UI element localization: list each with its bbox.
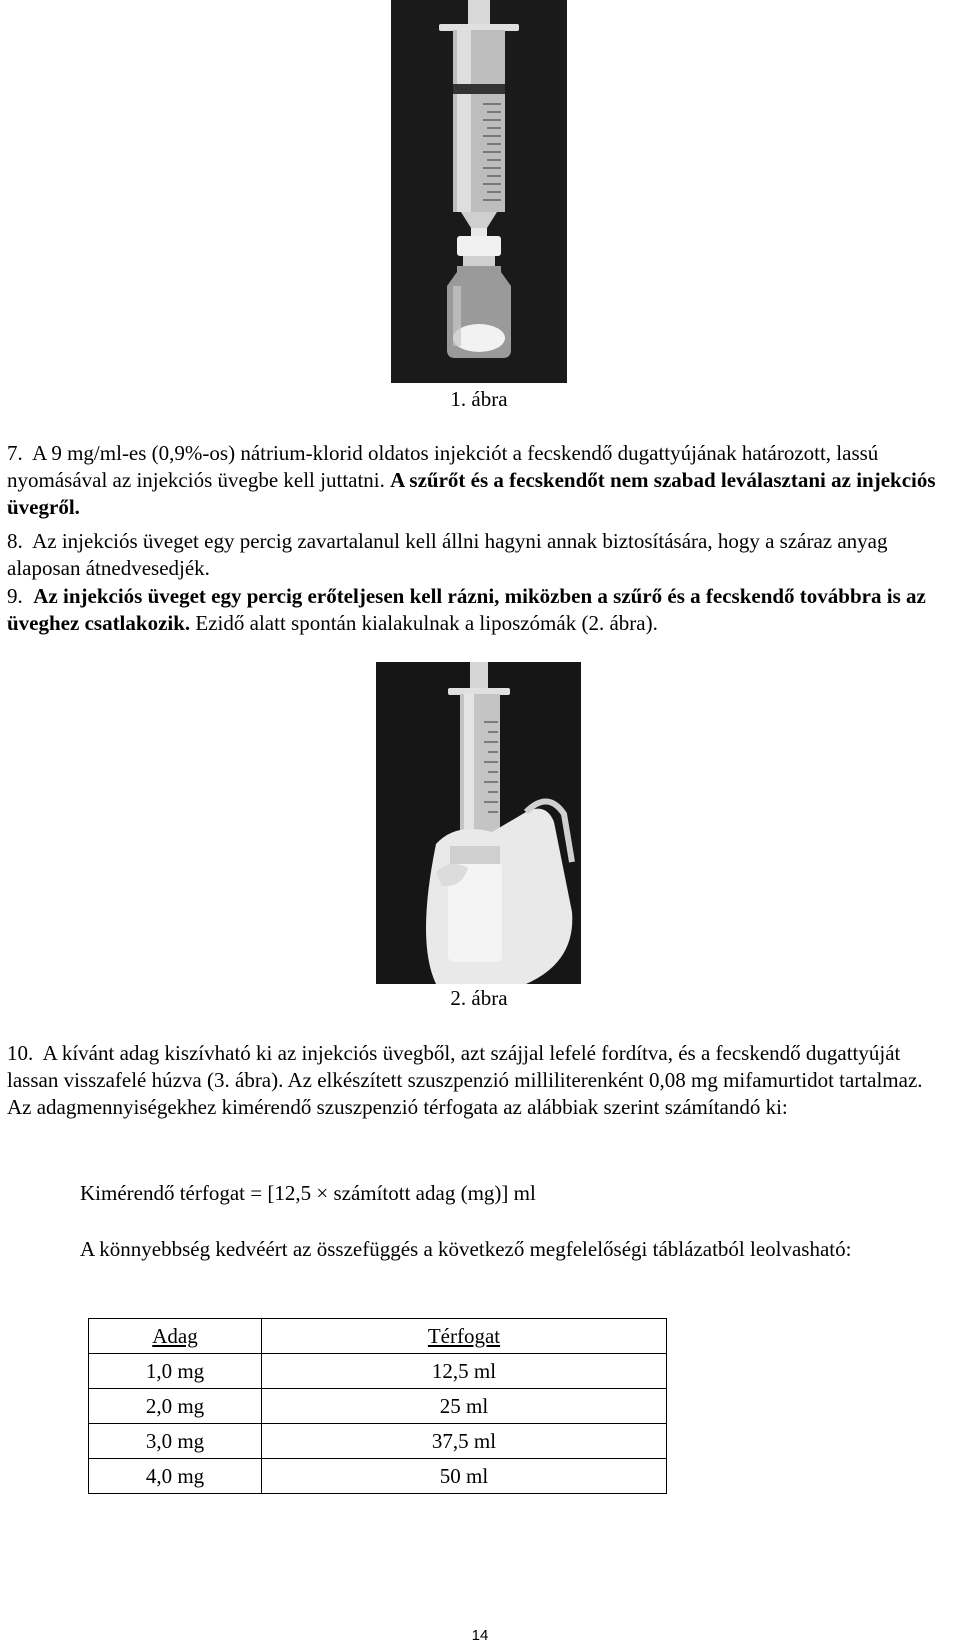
step-8-number: 8. (7, 529, 23, 553)
header-adag: Adag (89, 1319, 262, 1354)
volume-cell: 12,5 ml (262, 1354, 667, 1389)
step-7-text: A 9 mg/ml-es (0,9%-os) nátrium-klorid oldatos injekciót a fecskendő dugattyújának határozott, lassú nyomásával az injekciós üvegbe kell juttatni. (7, 441, 879, 492)
step-10-text: A kívánt adag kiszívható ki az injekciós üvegből, azt szájjal lefelé fordítva, és a fecskendő dugattyúját lassan visszafelé húzva (3. ábra). Az elkészített szuszpenzió milliliterenként 0,08 mg mifamurtidot tartalmaz. Az adagmennyiségekhez kimérendő szuszpenzió térfogata az alábbiak szerint számítandó ki: (7, 1041, 923, 1119)
step-9 (7, 583, 942, 637)
figure-1-caption: 1. ábra (450, 387, 508, 411)
dose-cell: 4,0 mg (89, 1459, 262, 1494)
step-8-text: Az injekciós üveget egy percig zavartalanul kell állni hagyni annak biztosítására, hogy a száraz anyag alaposan átnedvesedjék. (7, 529, 888, 580)
step-7-number: 7. (7, 441, 23, 465)
dose-cell: 3,0 mg (89, 1424, 262, 1459)
step-9-number: 9. (7, 584, 23, 608)
figure-1-photo (391, 0, 567, 383)
table-row (89, 1424, 667, 1459)
table-row (89, 1354, 667, 1389)
step-7-warning: A szűrőt és a fecskendőt nem szabad leválasztani az injekciós üvegről. (7, 468, 936, 519)
dose-cell: 2,0 mg (89, 1389, 262, 1424)
hand-syringe-illustration (376, 662, 581, 984)
dose-cell: 1,0 mg (89, 1354, 262, 1389)
table-intro: A könnyebbség kedvéért az összefüggés a következő megfelelőségi táblázatból leolvasható: (80, 1237, 852, 1261)
volume-cell: 37,5 ml (262, 1424, 667, 1459)
table-row (89, 1389, 667, 1424)
dose-volume-table (88, 1318, 667, 1494)
header-terfogat: Térfogat (262, 1319, 667, 1354)
volume-cell: 50 ml (262, 1459, 667, 1494)
figure-2-caption: 2. ábra (450, 986, 508, 1010)
page-number: 14 (471, 1627, 489, 1644)
table-row (89, 1459, 667, 1494)
table-header-row (89, 1319, 667, 1354)
step-8 (7, 528, 942, 582)
volume-cell: 25 ml (262, 1389, 667, 1424)
step-10 (7, 1040, 942, 1121)
step-7 (7, 440, 942, 521)
syringe-vial-illustration (391, 0, 567, 383)
figure-2-photo (376, 662, 581, 984)
step-10-number: 10. (7, 1041, 34, 1065)
step-9-warning: Az injekciós üveget egy percig erőteljesen kell rázni, miközben a szűrő és a fecskendő továbbra is az üveghez csatlakozik. (7, 584, 926, 635)
volume-formula: Kimérendő térfogat = [12,5 × számított adag (mg)] ml (80, 1181, 536, 1205)
step-9-text: Ezidő alatt spontán kialakulnak a liposzómák (2. ábra). (195, 611, 658, 635)
